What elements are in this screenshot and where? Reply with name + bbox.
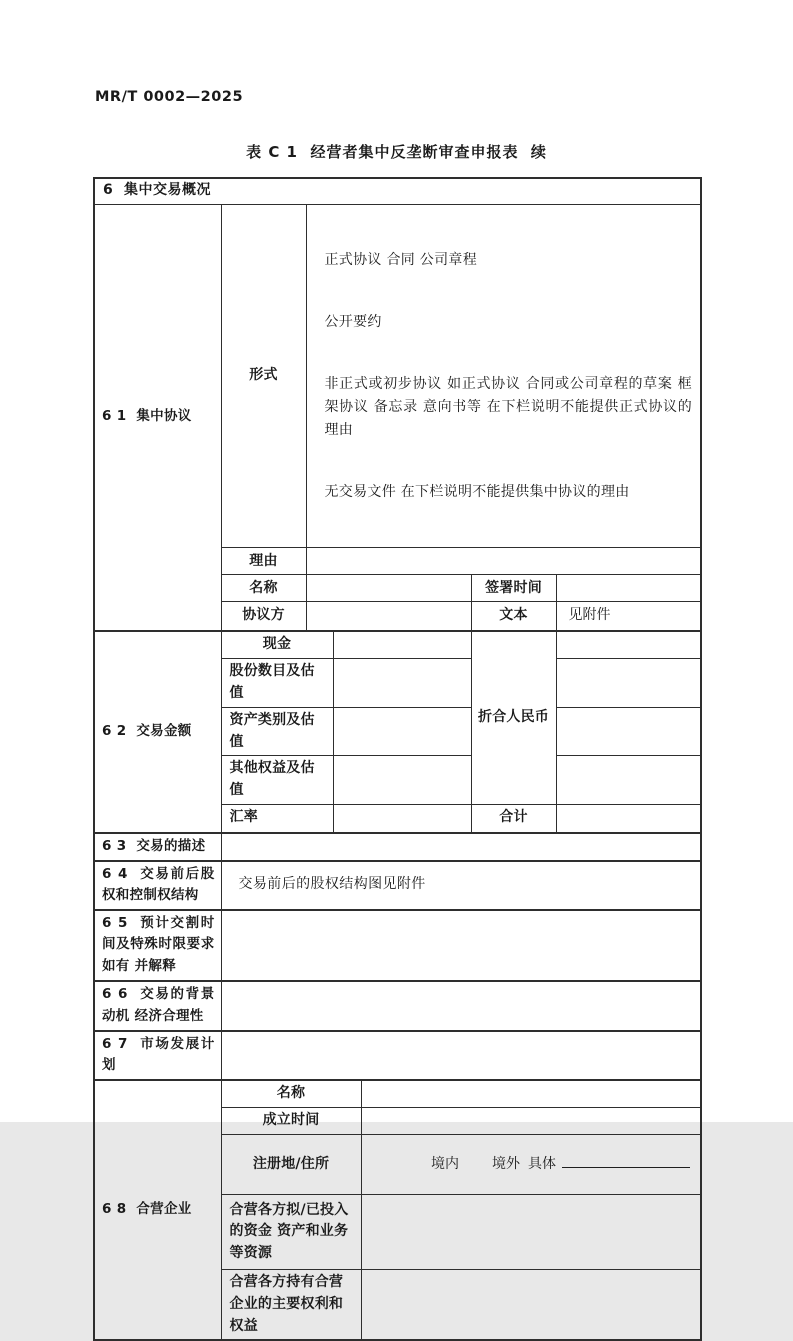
fill-blank-underline [562,1154,690,1168]
jv-location-value-cell [361,1134,701,1195]
jv-resources-value-cell [361,1195,701,1270]
total-label: 合计 [471,804,556,833]
background-value-cell [221,981,701,1031]
form-type-label: 形式 [221,204,306,548]
row-label-6-6: 6 6 交易的背景 动机 经济合理性 [94,981,221,1031]
market-plan-value-cell [221,1031,701,1080]
row-label-6-4: 6 4 交易前后股权和控制权结构 [94,861,221,910]
sign-time-value-cell [556,575,701,602]
row-label-6-5: 6 5 预计交割时间及特殊时限要求 如有 并解释 [94,910,221,981]
row-label-6-3: 6 3 交易的描述 [94,833,221,861]
assets-value-cell [333,707,471,755]
agreement-name-value-cell [306,575,471,602]
location-option-specify: 具体 [528,1156,557,1173]
reason-label: 理由 [221,548,306,575]
cash-value-cell [333,631,471,659]
location-option-overseas: 境外 [492,1156,521,1173]
closing-time-value-cell [221,910,701,981]
assets-rmb-value-cell [556,707,701,755]
other-equity-rmb-value-cell [556,756,701,804]
jv-resources-label: 合营各方拟/已投入的资金 资产和业务等资源 [221,1195,361,1270]
form-option-informal: 非正式或初步协议 如正式协议 合同或公司章程的草案 框架协议 备忘录 意向书等 在下栏说明不能提供正式协议的理由 [324,376,692,439]
location-option-domestic: 境内 [431,1156,460,1173]
row-label-6-8: 6 8 合营企业 [94,1080,221,1341]
table-caption: 表 C 1 经营者集中反垄断审查申报表 续 [246,143,547,161]
jv-location-label: 注册地/住所 [221,1134,361,1195]
form-option-formal: 正式协议 合同 公司章程 [324,251,477,268]
jv-rights-value-cell [361,1270,701,1341]
assets-label: 资产类别及估值 [221,707,333,755]
rmb-equivalent-label: 折合人民币 [471,631,556,804]
text-label: 文本 [471,602,556,631]
jv-rights-label: 合营各方持有合营企业的主要权利和权益 [221,1270,361,1341]
jv-founding-label: 成立时间 [221,1107,361,1134]
row-label-6-1: 6 1 集中协议 [94,204,221,631]
jv-founding-value-cell [361,1107,701,1134]
shares-value-cell [333,659,471,707]
exchange-rate-value-cell [333,804,471,833]
other-equity-label: 其他权益及估值 [221,756,333,804]
agreement-party-value-cell [306,602,471,631]
row-label-6-7: 6 7 市场发展计划 [94,1031,221,1080]
jv-name-value-cell [361,1080,701,1107]
sign-time-label: 签署时间 [471,575,556,602]
shares-rmb-value-cell [556,659,701,707]
other-equity-value-cell [333,756,471,804]
text-value: 见附件 [556,602,701,631]
row-label-6-2: 6 2 交易金额 [94,631,221,833]
exchange-rate-label: 汇率 [221,804,333,833]
form-option-no-document: 无交易文件 在下栏说明不能提供集中协议的理由 [324,484,630,501]
form-type-options-cell [306,204,701,548]
form-option-public-offer: 公开要约 [324,313,382,330]
declaration-form-table [93,177,702,1341]
cash-label: 现金 [221,631,333,659]
agreement-name-label: 名称 [221,575,306,602]
jv-name-label: 名称 [221,1080,361,1107]
standard-number: MR/T 0002—2025 [95,89,244,105]
reason-value-cell [306,548,701,575]
cash-rmb-value-cell [556,631,701,659]
shares-label: 股份数目及估值 [221,659,333,707]
section-6-header: 6 集中交易概况 [94,178,701,204]
total-value-cell [556,804,701,833]
equity-structure-value: 交易前后的股权结构图见附件 [221,861,701,910]
agreement-party-label: 协议方 [221,602,306,631]
transaction-description-cell [221,833,701,861]
